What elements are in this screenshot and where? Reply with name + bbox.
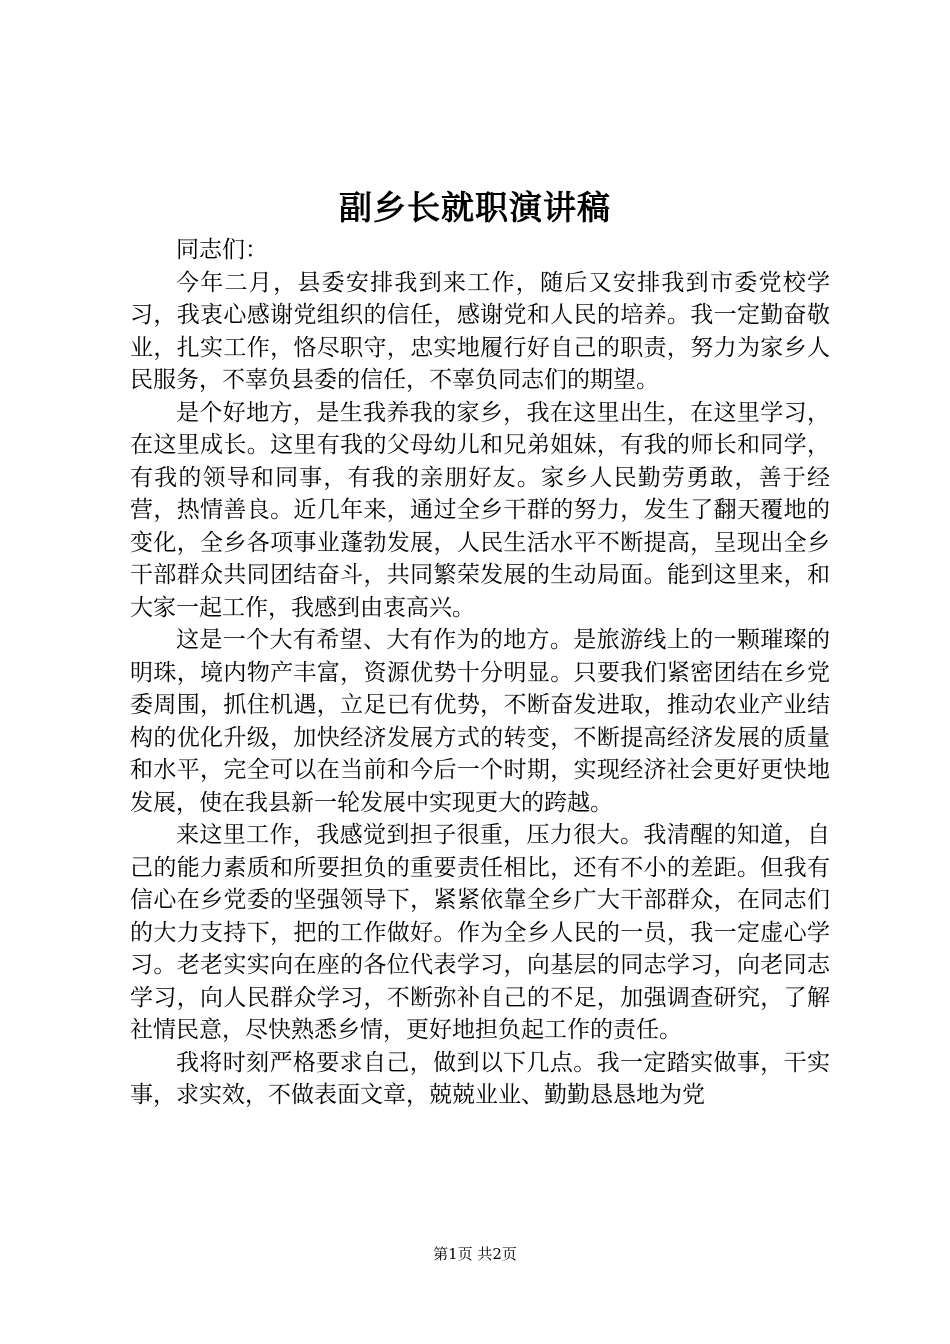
body-paragraph: 我将时刻严格要求自己，做到以下几点。我一定踏实做事，干实事，求实效，不做表面文章，兢兢业业、勤勤恳恳地为党 (130, 1049, 830, 1108)
document-body (130, 234, 830, 1112)
document-title: 副乡长就职演讲稿 (339, 188, 611, 227)
salutation-paragraph: 同志们： (176, 237, 268, 263)
body-paragraph: 这是一个大有希望、大有作为的地方。是旅游线上的一颗璀璨的明珠，境内物产丰富，资源优势十分明显。只要我们紧密团结在乡党委周围，抓住机遇，立足已有优势，不断奋发进取，推动农业产业结构的优化升级，加快经济发展方式的转变，不断提高经济发展的质量和水平，完全可以在当前和今后一个时期，实现经济社会更好更快地发展，使在我县新一轮发展中实现更大的跨越。 (130, 627, 830, 816)
page-number-footer: 第1页 共2页 (433, 1245, 517, 1263)
body-paragraph: 是个好地方，是生我养我的家乡，我在这里出生，在这里学习，在这里成长。这里有我的父母幼儿和兄弟姐妹，有我的师长和同学，有我的领导和同事，有我的亲朋好友。家乡人民勤劳勇敢，善于经营，热情善良。近几年来，通过全乡干群的努力，发生了翻天覆地的变化，全乡各项事业蓬勃发展，人民生活水平不断提高，呈现出全乡干部群众共同团结奋斗，共同繁荣发展的生动局面。能到这里来，和大家一起工作，我感到由衷高兴。 (130, 399, 830, 621)
body-paragraph: 今年二月，县委安排我到来工作，随后又安排我到市委党校学习，我衷心感谢党组织的信任，感谢党和人民的培养。我一定勤奋敬业，扎实工作，恪尽职守，忠实地履行好自己的职责，努力为家乡人民服务，不辜负县委的信任，不辜负同志们的期望。 (130, 269, 830, 393)
body-paragraph: 来这里工作，我感觉到担子很重，压力很大。我清醒的知道，自己的能力素质和所要担负的重要责任相比，还有不小的差距。但我有信心在乡党委的坚强领导下，紧紧依靠全乡广大干部群众，在同志们的大力支持下，把的工作做好。作为全乡人民的一员，我一定虚心学习。老老实实向在座的各位代表学习，向基层的同志学习，向老同志学习，向人民群众学习，不断弥补自己的不足，加强调查研究，了解社情民意，尽快熟悉乡情，更好地担负起工作的责任。 (130, 822, 830, 1043)
